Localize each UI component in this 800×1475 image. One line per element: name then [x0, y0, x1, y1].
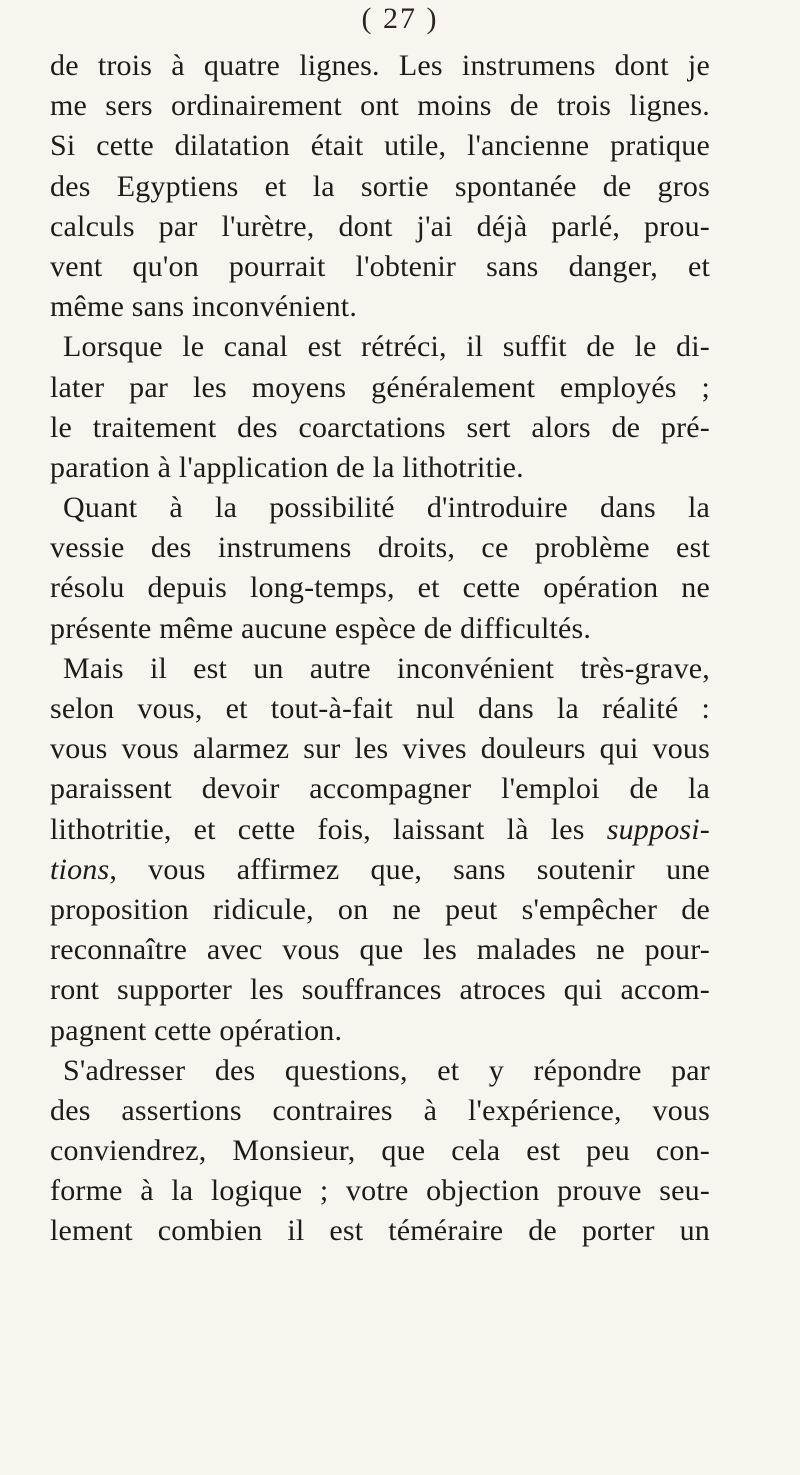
- text-line: [50, 1171, 710, 1211]
- text-line: [50, 1131, 710, 1171]
- line-text: le traitement des coarctations sert alors de pré-: [50, 410, 710, 444]
- text-line: [50, 247, 710, 287]
- line-text: later par les moyens généralement employés ;: [50, 370, 710, 404]
- line-text: me sers ordinairement ont moins de trois lignes.: [50, 89, 710, 123]
- text-line: [50, 287, 710, 327]
- text-line: [50, 46, 710, 86]
- text-line: [50, 528, 710, 568]
- text-line: [50, 1211, 710, 1251]
- text-line: [50, 448, 710, 488]
- text-line: [50, 368, 710, 408]
- text-line: [50, 1011, 710, 1051]
- line-text: paration à l'application de la lithotritie.: [50, 450, 524, 484]
- text-line: [50, 86, 710, 126]
- text-line: [50, 126, 710, 166]
- line-text: de trois à quatre lignes. Les instrumens dont je: [50, 49, 710, 82]
- text-line: [50, 689, 710, 729]
- line-text: présente même aucune espèce de difficultés.: [50, 611, 592, 645]
- text-line: [50, 729, 710, 769]
- line-text: résolu depuis long-temps, et cette opération ne: [50, 571, 710, 605]
- line-text: lithotritie, et cette fois, laissant là les: [50, 812, 585, 846]
- text-line: [50, 568, 710, 608]
- italic-text: tions: [50, 852, 110, 886]
- line-text: pagnent cette opération.: [50, 1013, 343, 1047]
- line-text: Si cette dilatation était utile, l'ancienne pratique: [50, 129, 710, 163]
- line-text: des assertions contraires à l'expérience, vous: [50, 1093, 710, 1127]
- line-text: Mais il est un autre inconvénient très-grave,: [63, 651, 710, 685]
- line-text: selon vous, et tout-à-fait nul dans la réalité :: [50, 692, 710, 725]
- line-text: reconnaître avec vous que les malades ne pour-: [50, 933, 710, 967]
- body-text: [50, 46, 710, 1252]
- line-text: Lorsque le canal est rétréci, il suffit de le di-: [63, 330, 710, 364]
- text-line: [50, 850, 710, 890]
- text-line: [50, 930, 710, 970]
- line-text: même sans inconvénient.: [50, 290, 358, 324]
- line-text: proposition ridicule, on ne peut s'empêcher de: [50, 892, 710, 926]
- page-number: ( 27 ): [361, 2, 439, 35]
- line-text: vessie des instrumens droits, ce problème est: [50, 531, 710, 565]
- line-text: ront supporter les souffrances atroces qui accom-: [50, 973, 710, 1007]
- text-line: [50, 810, 710, 850]
- line-text: lement combien il est téméraire de porter un: [50, 1214, 710, 1248]
- line-text: paraissent devoir accompagner l'emploi de la: [50, 772, 710, 806]
- line-text: , vous affirmez que, sans soutenir une: [109, 852, 710, 886]
- line-text: des Egyptiens et la sortie spontanée de gros: [50, 169, 710, 203]
- line-text: vous vous alarmez sur les vives douleurs qui vous: [50, 732, 710, 766]
- line-text: conviendrez, Monsieur, que cela est peu con-: [50, 1134, 710, 1168]
- text-line: [50, 1051, 710, 1091]
- text-line: [50, 408, 710, 448]
- text-line: [50, 1091, 710, 1131]
- text-line: [50, 609, 710, 649]
- text-line: [50, 167, 710, 207]
- text-line: [50, 769, 710, 809]
- line-text: vent qu'on pourrait l'obtenir sans danger, et: [50, 249, 710, 283]
- text-line: [50, 327, 710, 367]
- text-line: [50, 488, 710, 528]
- text-line: [50, 890, 710, 930]
- line-text: Quant à la possibilité d'introduire dans la: [63, 491, 710, 525]
- line-text: forme à la logique ; votre objection prouve seu-: [50, 1174, 710, 1208]
- text-line: [50, 207, 710, 247]
- italic-text: supposi-: [606, 812, 710, 846]
- text-line: [50, 970, 710, 1010]
- line-text: S'adresser des questions, et y répondre par: [63, 1053, 710, 1087]
- text-line: [50, 649, 710, 689]
- line-text: calculs par l'urètre, dont j'ai déjà parlé, prou-: [50, 209, 710, 243]
